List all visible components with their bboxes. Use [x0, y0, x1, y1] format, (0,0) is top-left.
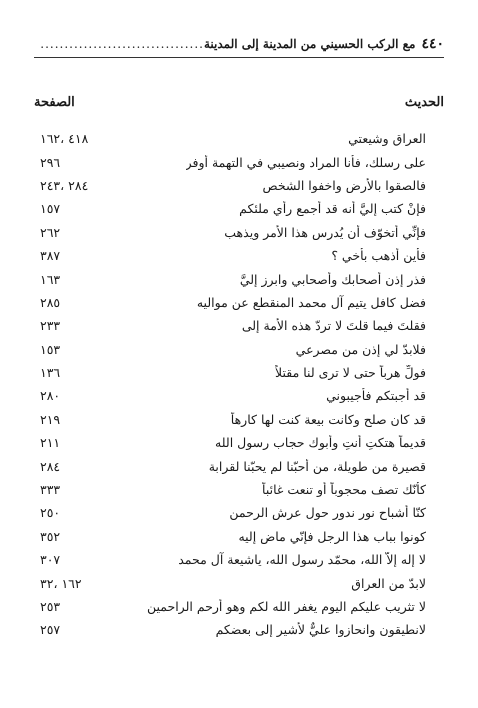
index-entry [40, 454, 426, 477]
entry-text: فضل كافل يتيم آل محمد المنقطع عن مواليه [196, 294, 426, 310]
entry-text: العراق وشيعتي [348, 131, 426, 147]
index-entry [40, 571, 426, 594]
index-entry [40, 197, 426, 220]
index-entry [40, 431, 426, 454]
index-entry [40, 548, 426, 571]
column-headings [34, 95, 444, 110]
index-entry [40, 267, 426, 290]
entry-text: كأنّك تصف محجوباً أو تنعت غائباً [262, 482, 426, 498]
entry-pages: ٢١٩ [40, 411, 61, 427]
index-entry [40, 150, 426, 173]
entry-pages: ٢٨٤ ،٢٤٣ [40, 177, 89, 193]
index-entry [40, 174, 426, 197]
entry-pages: ١٥٧ [40, 201, 61, 217]
index-entry [40, 618, 426, 641]
entry-text: لا تثريب عليكم اليوم يغفر الله لكم وهو أرحم الراحمين [146, 599, 426, 614]
entry-text: كونوا بباب هذا الرجل فإنّي ماضٍ إليه [238, 528, 426, 544]
entry-pages: ٣٣٣ [40, 482, 61, 498]
index-entry [40, 291, 426, 314]
entry-text: لا إله إلاّ الله، محمّد رسول الله، ياشيعة آل محمد [178, 552, 426, 568]
index-entry [40, 595, 426, 618]
entry-text: فذر إذن أصحابك وأصحابي وابرز إليَّ [239, 271, 426, 287]
entry-text: فقلتَ فيما قلتَ لا تردّ هذه الأمة إلى [241, 318, 426, 334]
index-entry [40, 127, 426, 150]
entry-pages: ٢٨٤ [40, 458, 61, 474]
entry-text: قديماً هتكتِ أنتِ وأبوك حجاب رسول الله [215, 435, 426, 451]
entry-pages: ٢٨٥ [40, 294, 61, 310]
entry-text: قد كان صلح وكانت بيعة كنت لها كارهاً [230, 411, 426, 427]
entry-text: قصيرة من طويلة، من أحبّنا لم يحبّنا لقرابة [208, 458, 426, 474]
entry-text: فأين أذهب بأخي ؟ [331, 248, 426, 264]
entry-pages: ٢٩٦ [40, 154, 61, 170]
index-entry [40, 408, 426, 431]
entry-text: فالصقوا بالأرض واخفوا الشخص [262, 177, 426, 193]
entry-pages: ١٦٢ ،٣٢ [40, 575, 82, 591]
hadith-column-heading: الحديث [404, 95, 444, 110]
entry-text: فلابدّ لي إذن من مصرعي [295, 341, 426, 357]
header-rule [34, 57, 444, 58]
entry-text: على رسلك، فأنا المراد ونصيبي في التهمة أوفر [185, 154, 426, 170]
entry-pages: ٣٥٢ [40, 528, 61, 544]
entry-text: فإنْ كتب إليَّ أنه قد أجمع رأي ملئكم [239, 201, 426, 217]
entry-pages: ٢١١ [40, 435, 61, 451]
entry-pages: ١٥٣ [40, 341, 61, 357]
entry-pages: ٤١٨ ،١٦٢ [40, 131, 89, 147]
running-title: مع الركب الحسيني من المدينة إلى المدينة [203, 37, 416, 51]
entry-pages: ٢٥٠ [40, 505, 61, 521]
entry-text: قد أجبتكم فأجيبوني [326, 388, 426, 404]
leader-dots [40, 37, 204, 51]
running-header [34, 36, 444, 58]
page-number: ٤٤٠ [421, 36, 444, 52]
entry-text: فإنِّي أتخوّف أن يُدرس هذا الأمر ويذهب [224, 224, 426, 240]
entry-pages: ١٣٦ [40, 365, 61, 381]
index-entry [40, 314, 426, 337]
entry-pages: ٣٨٧ [40, 248, 61, 264]
index-entry [40, 244, 426, 267]
entry-pages: ٣٠٧ [40, 552, 61, 568]
index-entry [40, 361, 426, 384]
entry-pages: ٢٦٢ [40, 224, 61, 240]
entry-pages: ٢٥٣ [40, 599, 61, 614]
index-entry [40, 221, 426, 244]
entry-pages: ٢٨٠ [40, 388, 61, 404]
index-entry [40, 525, 426, 548]
entry-text: كنّا أشباح نور ندور حول عرش الرحمن [229, 505, 426, 521]
entry-pages: ١٦٣ [40, 271, 61, 287]
index-entry [40, 338, 426, 361]
entry-pages: ٢٥٧ [40, 622, 61, 638]
entry-text: لابدّ من العراق [351, 575, 426, 591]
entry-text: لانطيقون وانحازوا عليٌّ لأُشير إلى بعضكم [215, 622, 426, 638]
index-entry [40, 501, 426, 524]
index-entry [40, 384, 426, 407]
entry-pages: ٢٣٣ [40, 318, 61, 334]
index-entries [40, 127, 426, 642]
entry-text: فولِّ هرباً حتى لا ترى لنا مقتلاً [275, 365, 426, 381]
page-column-heading: الصفحة [34, 95, 75, 110]
index-entry [40, 478, 426, 501]
